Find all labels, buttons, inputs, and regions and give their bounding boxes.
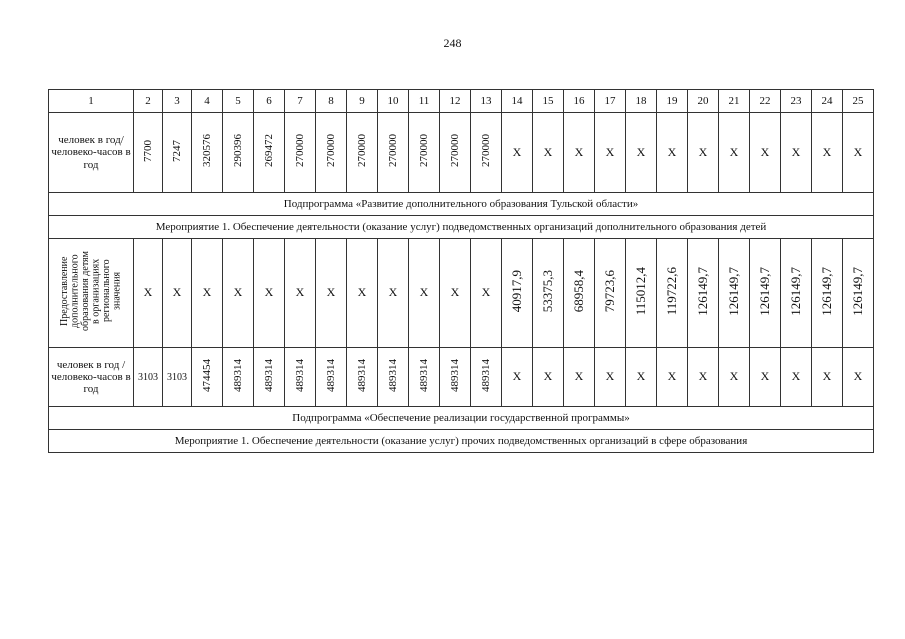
column-number: 3 bbox=[163, 90, 192, 113]
table-cell: X bbox=[688, 348, 719, 407]
column-number: 14 bbox=[502, 90, 533, 113]
table-cell bbox=[843, 239, 874, 348]
column-number: 24 bbox=[812, 90, 843, 113]
table-cell: X bbox=[781, 348, 812, 407]
table-cell: X bbox=[750, 113, 781, 193]
row-label bbox=[49, 239, 134, 348]
column-number: 23 bbox=[781, 90, 812, 113]
table-cell: X bbox=[533, 348, 564, 407]
table-cell-text: 126149,7 bbox=[725, 267, 741, 316]
table-cell-text: 119722,6 bbox=[663, 267, 679, 316]
column-number: 25 bbox=[843, 90, 874, 113]
table-cell: X bbox=[409, 239, 440, 348]
table-cell-text: 126149,7 bbox=[787, 267, 803, 316]
table-cell bbox=[163, 113, 192, 193]
table-cell bbox=[378, 348, 409, 407]
subprogram-title: Подпрограмма «Обеспечение реализации государственной программы» bbox=[49, 407, 874, 430]
table-cell: X bbox=[843, 113, 874, 193]
table-cell: 3103 bbox=[134, 348, 163, 407]
table-cell: X bbox=[285, 239, 316, 348]
column-number: 11 bbox=[409, 90, 440, 113]
table-cell bbox=[440, 348, 471, 407]
table-cell-text: 126149,7 bbox=[818, 267, 834, 316]
table-cell bbox=[595, 239, 626, 348]
column-number: 22 bbox=[750, 90, 781, 113]
table-cell-text: 489314 bbox=[293, 358, 306, 392]
column-number: 21 bbox=[719, 90, 750, 113]
table-cell-text: 40917,9 bbox=[508, 270, 524, 313]
table-cell-text: 489314 bbox=[355, 358, 368, 392]
table-cell bbox=[781, 239, 812, 348]
table-cell: X bbox=[595, 348, 626, 407]
table-cell-text: 7700 bbox=[141, 139, 154, 162]
table-row bbox=[49, 113, 874, 193]
table-cell bbox=[285, 348, 316, 407]
table-cell: X bbox=[657, 348, 688, 407]
table-cell bbox=[688, 239, 719, 348]
column-number: 8 bbox=[316, 90, 347, 113]
table-cell bbox=[254, 113, 285, 193]
table-cell bbox=[409, 348, 440, 407]
table-cell: X bbox=[223, 239, 254, 348]
table-cell: X bbox=[316, 239, 347, 348]
table-cell: X bbox=[626, 113, 657, 193]
column-number: 1 bbox=[49, 90, 134, 113]
table-cell: X bbox=[750, 348, 781, 407]
table-cell: X bbox=[502, 113, 533, 193]
row-label: человек в год/человеко-часов в год bbox=[49, 113, 134, 193]
table-cell-text: 489314 bbox=[417, 358, 430, 392]
table-cell bbox=[440, 113, 471, 193]
measure-title: Мероприятие 1. Обеспечение деятельности (оказание услуг) подведомственных организаций дополнительного образования детей bbox=[49, 216, 874, 239]
row-label: человек в год /человеко-часов в год bbox=[49, 348, 134, 407]
column-number: 15 bbox=[533, 90, 564, 113]
table-cell-text: 270000 bbox=[448, 134, 461, 168]
table-cell-text: 320576 bbox=[200, 134, 213, 168]
table-cell bbox=[812, 239, 843, 348]
column-number: 2 bbox=[134, 90, 163, 113]
table-cell: X bbox=[781, 113, 812, 193]
column-number: 20 bbox=[688, 90, 719, 113]
table-cell-text: 489314 bbox=[231, 358, 244, 392]
table-cell: X bbox=[471, 239, 502, 348]
table-cell bbox=[223, 348, 254, 407]
table-cell bbox=[316, 348, 347, 407]
table-cell bbox=[316, 113, 347, 193]
table-cell: X bbox=[440, 239, 471, 348]
column-number: 13 bbox=[471, 90, 502, 113]
table-cell bbox=[564, 239, 595, 348]
table-cell-text: 269472 bbox=[262, 134, 275, 168]
table-cell-text: 270000 bbox=[324, 134, 337, 168]
table-cell-text: 489314 bbox=[324, 358, 337, 392]
table-cell: X bbox=[595, 113, 626, 193]
table-cell: X bbox=[502, 348, 533, 407]
subprogram-row bbox=[49, 193, 874, 216]
column-number: 6 bbox=[254, 90, 285, 113]
table-cell bbox=[192, 113, 223, 193]
table-cell: X bbox=[347, 239, 378, 348]
table-cell: X bbox=[134, 239, 163, 348]
table-cell-text: 290396 bbox=[231, 134, 244, 168]
table-cell bbox=[533, 239, 564, 348]
table-cell: X bbox=[564, 113, 595, 193]
table-cell: X bbox=[812, 113, 843, 193]
table-cell bbox=[471, 348, 502, 407]
table-cell: X bbox=[192, 239, 223, 348]
table-cell-text: 489314 bbox=[262, 358, 275, 392]
table-cell bbox=[134, 113, 163, 193]
table-cell: X bbox=[657, 113, 688, 193]
table-cell bbox=[285, 113, 316, 193]
table-cell bbox=[502, 239, 533, 348]
table-cell bbox=[347, 348, 378, 407]
table-cell-text: 79723,6 bbox=[601, 270, 617, 313]
table-cell-text: 474454 bbox=[200, 358, 213, 392]
table-cell bbox=[750, 239, 781, 348]
table-cell bbox=[192, 348, 223, 407]
page-number: 248 bbox=[443, 36, 462, 50]
column-number: 9 bbox=[347, 90, 378, 113]
table-cell: X bbox=[254, 239, 285, 348]
table-cell-text: 489314 bbox=[448, 358, 461, 392]
table-cell-text: 489314 bbox=[479, 358, 492, 392]
column-number: 5 bbox=[223, 90, 254, 113]
column-number: 17 bbox=[595, 90, 626, 113]
row-label-text: Предоставление дополнительного образования детям в организациях регионального значения bbox=[58, 251, 122, 332]
table-row bbox=[49, 348, 874, 407]
column-number: 4 bbox=[192, 90, 223, 113]
column-number: 7 bbox=[285, 90, 316, 113]
column-number: 12 bbox=[440, 90, 471, 113]
table-cell: X bbox=[812, 348, 843, 407]
table-cell-text: 53375,3 bbox=[539, 270, 555, 313]
table-cell-text: 270000 bbox=[479, 134, 492, 168]
table-cell-text: 7247 bbox=[170, 139, 183, 162]
table-cell: X bbox=[688, 113, 719, 193]
table-cell: X bbox=[719, 348, 750, 407]
table-cell: X bbox=[843, 348, 874, 407]
table-cell bbox=[378, 113, 409, 193]
table-cell bbox=[657, 239, 688, 348]
table-cell-text: 126149,7 bbox=[849, 267, 865, 316]
table-cell: X bbox=[533, 113, 564, 193]
column-number: 10 bbox=[378, 90, 409, 113]
table-cell-text: 68958,4 bbox=[570, 270, 586, 313]
table-cell bbox=[626, 239, 657, 348]
measure-row bbox=[49, 216, 874, 239]
column-number-row bbox=[49, 90, 874, 113]
table-cell: X bbox=[378, 239, 409, 348]
table-cell: X bbox=[719, 113, 750, 193]
column-number: 16 bbox=[564, 90, 595, 113]
table-cell-text: 270000 bbox=[355, 134, 368, 168]
table-row bbox=[49, 239, 874, 348]
column-number: 18 bbox=[626, 90, 657, 113]
table-cell-text: 270000 bbox=[386, 134, 399, 168]
table-cell-text: 489314 bbox=[386, 358, 399, 392]
table-cell-text: 270000 bbox=[417, 134, 430, 168]
measure-row bbox=[49, 430, 874, 453]
table-cell-text: 126149,7 bbox=[694, 267, 710, 316]
table-cell: X bbox=[163, 239, 192, 348]
table-cell-text: 270000 bbox=[293, 134, 306, 168]
measure-title: Мероприятие 1. Обеспечение деятельности (оказание услуг) прочих подведомственных организаций в сфере образования bbox=[49, 430, 874, 453]
program-table bbox=[48, 89, 874, 453]
table-cell bbox=[223, 113, 254, 193]
subprogram-title: Подпрограмма «Развитие дополнительного образования Тульской области» bbox=[49, 193, 874, 216]
table-cell bbox=[719, 239, 750, 348]
subprogram-row bbox=[49, 407, 874, 430]
table-cell bbox=[409, 113, 440, 193]
table-cell bbox=[254, 348, 285, 407]
table-cell: X bbox=[626, 348, 657, 407]
table-cell: X bbox=[564, 348, 595, 407]
table-cell-text: 126149,7 bbox=[756, 267, 772, 316]
table-cell bbox=[471, 113, 502, 193]
table-cell: 3103 bbox=[163, 348, 192, 407]
table-cell bbox=[347, 113, 378, 193]
table-cell-text: 115012,4 bbox=[632, 267, 648, 316]
column-number: 19 bbox=[657, 90, 688, 113]
